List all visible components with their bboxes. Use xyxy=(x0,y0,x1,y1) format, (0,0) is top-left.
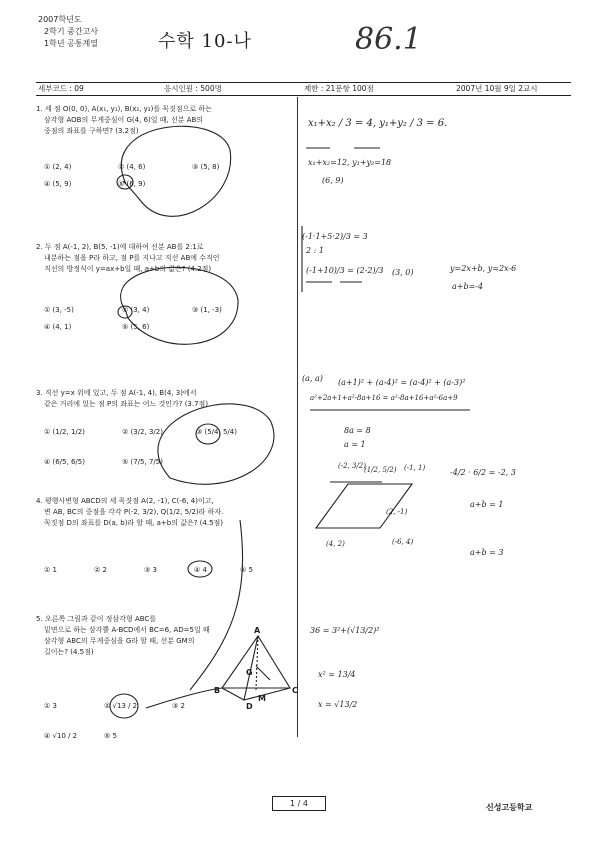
choice-4: ④ (5, 9) xyxy=(44,180,72,188)
question-5 xyxy=(36,614,236,658)
choice-5: ⑤ 5 xyxy=(104,732,117,740)
work-line: (4, 2) xyxy=(326,540,345,548)
work-line: 36 = 3²+(√13/2)² xyxy=(310,626,380,635)
choice-1: ① 3 xyxy=(44,702,57,710)
pencil-loop xyxy=(158,404,274,484)
work-line: a+b=-4 xyxy=(452,282,484,291)
parallelogram-sketch xyxy=(316,484,412,528)
question-4 xyxy=(36,496,294,529)
applicant-count: 응시인원 : 500명 xyxy=(164,84,222,93)
question-line: 중점의 좌표를 구하면? (3.2점) xyxy=(44,127,139,135)
work-line: x₁+x₂ / 3 = 4, y₁+y₂ / 3 = 6. xyxy=(308,118,448,129)
work-line: (a, a) xyxy=(302,374,323,383)
question-line: 4. 평행사변형 ABCD의 세 꼭짓점 A(2, -1), C(-6, 4)이고, xyxy=(36,497,214,505)
choice-2: ② (3/2, 3/2) xyxy=(122,428,163,436)
subject-code: 세부코드 : 09 xyxy=(38,84,84,93)
work-line: (-1, 1) xyxy=(404,464,426,472)
figure-label: G xyxy=(246,668,253,677)
pencil-swoop xyxy=(190,520,243,690)
work-line: (2, -1) xyxy=(386,508,408,516)
exam-date: 2007년 10월 9일 2교시 xyxy=(456,84,538,93)
exam-semester: 2학기 중간고사 xyxy=(44,27,99,36)
question-line: 밑면으로 하는 삼각뿔 A-BCD에서 BC=6, AD=5일 때 xyxy=(44,626,210,634)
question-line: 내분하는 점을 P라 하고, 점 P를 지나고 직선 AB에 수직인 xyxy=(44,254,220,262)
figure-label: B xyxy=(214,686,221,695)
column-divider xyxy=(297,97,298,737)
choice-4: ④ (4, 1) xyxy=(44,323,72,331)
exam-grade: 1학년 공통계열 xyxy=(44,39,99,48)
work-line: (a+1)² + (a-4)² = (a-4)² + (a-3)² xyxy=(338,378,466,387)
question-1 xyxy=(36,104,291,137)
choice-4: ④ √10 / 2 xyxy=(44,732,78,740)
handwritten-score: 86.1 xyxy=(355,22,422,57)
choice-4: ④ (6/5, 6/5) xyxy=(44,458,85,466)
school-name: 신성고등학교 xyxy=(486,803,533,812)
pencil-loop xyxy=(121,126,230,216)
question-line: 직선의 방정식이 y=ax+b일 때, a+b의 값은? (4.2점) xyxy=(44,265,212,273)
question-line: 길이는? (4.5점) xyxy=(44,648,94,656)
work-line: (-2, 3/2) xyxy=(338,462,366,470)
work-line: (6, 9) xyxy=(322,176,344,185)
work-line: (3, 0) xyxy=(392,268,414,277)
choice-1: ① (1/2, 1/2) xyxy=(44,428,85,436)
question-3 xyxy=(36,388,291,410)
time-limit: 제한 : 21문항 100점 xyxy=(304,84,374,93)
choice-2: ② √13 / 2 xyxy=(104,702,138,710)
work-line: (1/2, 5/2) xyxy=(364,466,397,474)
choice-1: ① 1 xyxy=(44,566,57,574)
work-line: -4/2 · 6/2 = -2, 3 xyxy=(450,468,516,477)
question-line: 변 AB, BC의 중점을 각각 P(-2, 3/2), Q(1/2, 5/2)라 하자. xyxy=(44,508,224,516)
work-line: a = 1 xyxy=(344,440,366,449)
choice-5: ⑤ (5, 6) xyxy=(122,323,150,331)
figure-label: D xyxy=(246,702,253,711)
exam-header xyxy=(38,14,98,50)
choice-4: ④ 4 xyxy=(194,566,207,574)
work-line: 8a = 8 xyxy=(344,426,371,435)
question-2 xyxy=(36,242,291,275)
choice-5: ⑤ (6, 9) xyxy=(118,180,146,188)
page-number: 1 / 4 xyxy=(272,796,326,811)
work-line: (-6, 4) xyxy=(392,538,414,546)
choice-5: ⑤ (7/5, 7/5) xyxy=(122,458,163,466)
question-line: 꼭짓점 D의 좌표를 D(a, b)라 할 때, a+b의 값은? (4.5점) xyxy=(44,519,224,527)
question-line: 1. 세 점 O(0, 0), A(x₁, y₁), B(x₂, y₂)를 꼭짓점으로 하는 xyxy=(36,105,212,113)
question-line: 삼각형 AOB의 무게중심이 G(4, 6)일 때, 선분 AB의 xyxy=(44,116,204,124)
exam-year: 2007학년도 xyxy=(38,15,82,24)
work-line: 2 : 1 xyxy=(306,246,324,255)
choice-2: ② (4, 6) xyxy=(118,163,146,171)
work-line: (-1+10)/3 = (2-2)/3 xyxy=(306,266,384,275)
choice-3: ③ (5, 8) xyxy=(192,163,220,171)
figure-label: A xyxy=(254,626,261,635)
choice-3: ③ 2 xyxy=(172,702,185,710)
choice-3: ③ (1, -3) xyxy=(192,306,222,314)
question-line: 2. 두 점 A(-1, 2), B(5, -1)에 대하여 선분 AB를 2:1로 xyxy=(36,243,204,251)
work-line: a²+2a+1+a²-8a+16 = a²-8a+16+a²-6a+9 xyxy=(310,394,458,402)
exam-title: 수학 10-나 xyxy=(158,31,252,52)
work-line: a+b = 1 xyxy=(470,500,504,509)
work-line: (-1·1+5·2)/3 = 3 xyxy=(302,232,368,241)
choice-2: ② 2 xyxy=(94,566,107,574)
choice-1: ① (2, 4) xyxy=(44,163,72,171)
figure-label: M xyxy=(258,694,266,703)
question-line: 삼각형 ABC의 무게중심을 G라 할 때, 선분 GM의 xyxy=(44,637,195,645)
choice-5: ⑤ 5 xyxy=(240,566,253,574)
work-line: x₁+x₂=12, y₁+y₂=18 xyxy=(308,158,392,167)
work-line: x = √13/2 xyxy=(318,700,358,709)
choice-3: ③ (5/4, 5/4) xyxy=(196,428,237,436)
question-line: 3. 직선 y=x 위에 있고, 두 점 A(-1, 4), B(4, 3)에서 xyxy=(36,389,197,397)
work-line: x² = 13/4 xyxy=(318,670,356,679)
question-line: 같은 거리에 있는 점 P의 좌표는 어느 것인가? (3.7점) xyxy=(44,400,209,408)
choice-3: ③ 3 xyxy=(144,566,157,574)
work-line: a+b = 3 xyxy=(470,548,504,557)
choice-2: ② (3, 4) xyxy=(122,306,150,314)
info-bar xyxy=(36,82,571,96)
question-line: 5. 오른쪽 그림과 같이 정삼각형 ABC를 xyxy=(36,615,157,623)
figure-label: C xyxy=(292,686,298,695)
work-line: y=2x+b, y=2x-6 xyxy=(450,264,517,273)
choice-1: ① (3, -5) xyxy=(44,306,74,314)
